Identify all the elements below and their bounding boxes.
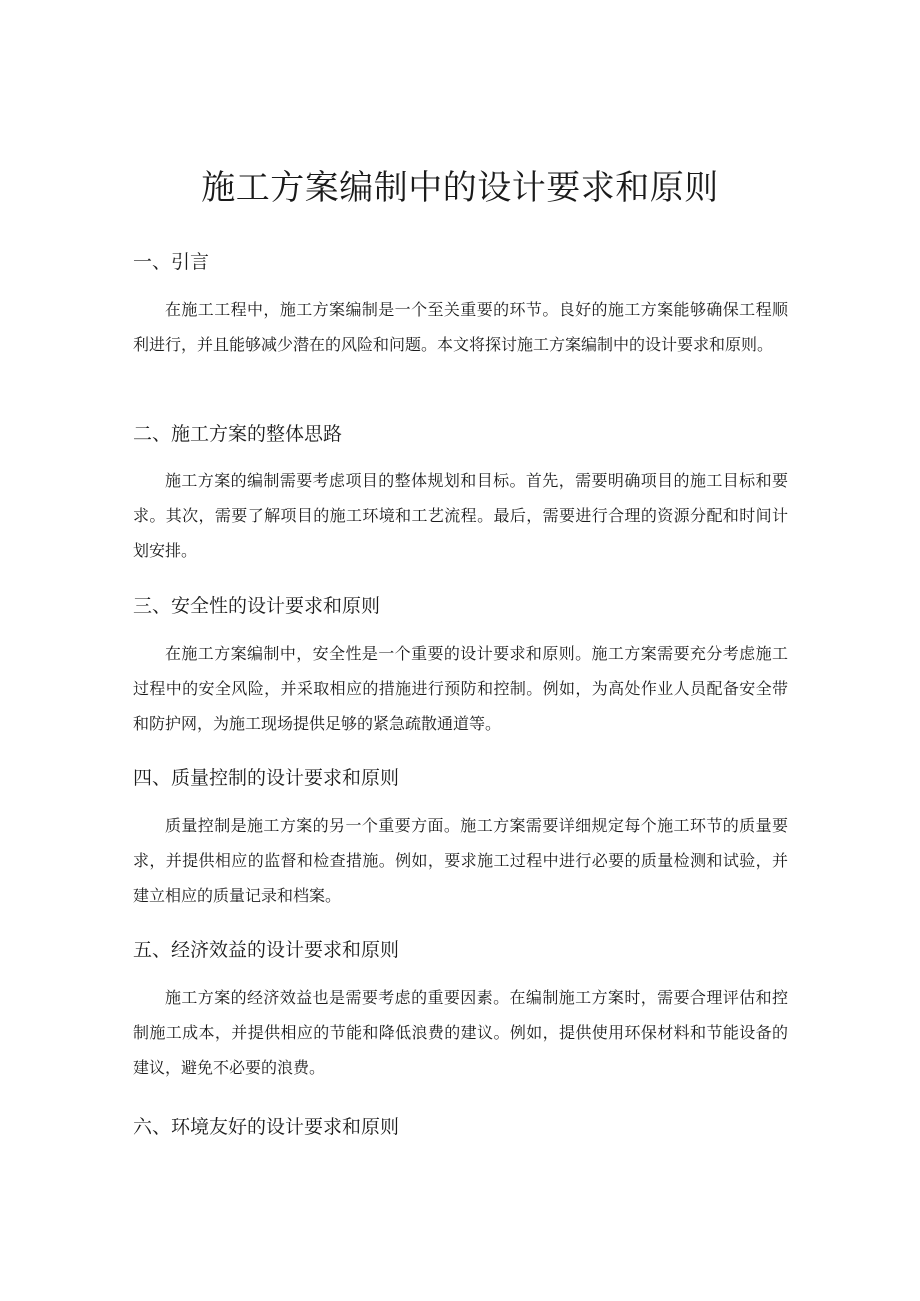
section-heading-economic-benefit: 五、经济效益的设计要求和原则 [133,939,400,961]
section-heading-quality-control: 四、质量控制的设计要求和原则 [133,767,400,789]
section-paragraph-introduction: 在施工工程中，施工方案编制是一个至关重要的环节。良好的施工方案能够确保工程顺利进行，并且能够减少潜在的风险和问题。本文将探讨施工方案编制中的设计要求和原则。 [133,300,788,354]
section-heading-introduction: 一、引言 [133,251,210,273]
document-title: 施工方案编制中的设计要求和原则 [201,168,719,208]
section-heading-overall-approach: 二、施工方案的整体思路 [133,423,343,445]
section-paragraph-safety: 在施工方案编制中，安全性是一个重要的设计要求和原则。施工方案需要充分考虑施工过程中的安全风险，并采取相应的措施进行预防和控制。例如，为高处作业人员配备安全带和防护网，为施工现场提供足够的紧急疏散通道等。 [133,644,788,733]
section-heading-environmental: 六、环境友好的设计要求和原则 [133,1116,400,1138]
section-paragraph-quality-control: 质量控制是施工方案的另一个重要方面。施工方案需要详细规定每个施工环节的质量要求，并提供相应的监督和检查措施。例如，要求施工过程中进行必要的质量检测和试验，并建立相应的质量记录和档案。 [133,816,788,905]
section-paragraph-economic-benefit: 施工方案的经济效益也是需要考虑的重要因素。在编制施工方案时，需要合理评估和控制施工成本，并提供相应的节能和降低浪费的建议。例如，提供使用环保材料和节能设备的建议，避免不必要的浪费。 [133,988,788,1077]
section-heading-safety: 三、安全性的设计要求和原则 [133,595,381,617]
section-paragraph-overall-approach: 施工方案的编制需要考虑项目的整体规划和目标。首先，需要明确项目的施工目标和要求。其次，需要了解项目的施工环境和工艺流程。最后，需要进行合理的资源分配和时间计划安排。 [133,471,788,560]
